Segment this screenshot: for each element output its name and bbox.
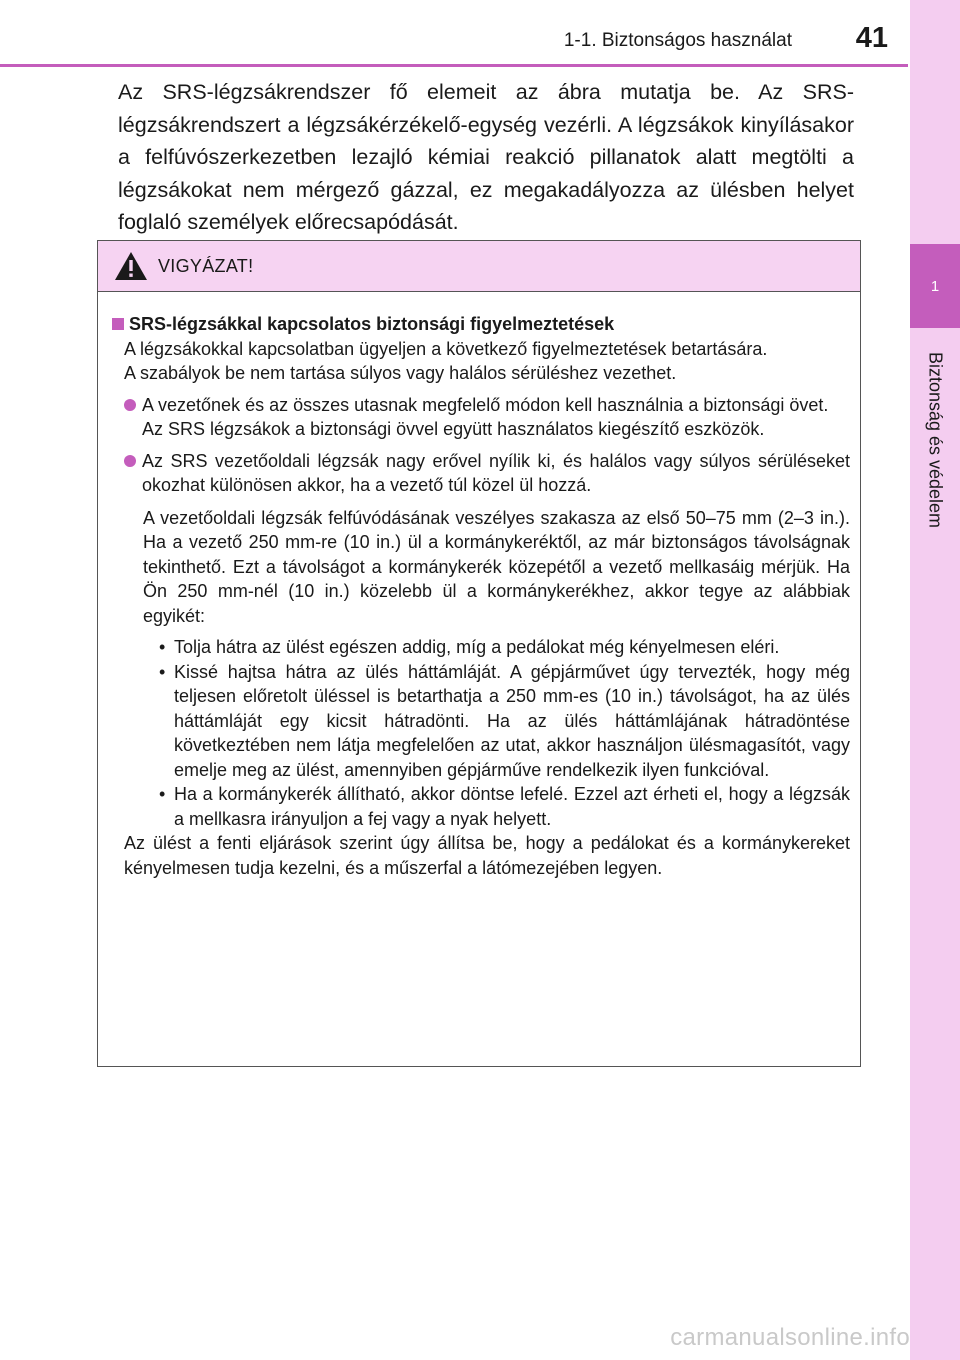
chapter-tab [910, 244, 960, 328]
chapter-number: 1 [930, 277, 940, 295]
sub-item [112, 635, 850, 660]
round-bullet-icon [124, 455, 136, 467]
sub-item [112, 660, 850, 783]
section-heading [112, 312, 850, 337]
intro-paragraph: Az SRS-légzsákrendszer fő elemeit az ábra mutatja be. Az SRS-légzsákrendszert a légzsákérzékelő-egység vezérli. A légzsákok kinyílásakor a felfúvószerkezetben lezajló kémiai reakció pillanatok alatt megtölti a légzsákokat nem mérgező gázzal, ez megakadályozza az ülésben helyet foglaló személyek előrecsapódását. [118, 80, 854, 234]
bullet-item [112, 449, 850, 498]
sub-bullet-icon: • [159, 784, 166, 804]
page-number: 41 [855, 22, 888, 54]
sub-item [112, 782, 850, 831]
warning-header [98, 241, 860, 292]
header-rule [0, 64, 908, 67]
closing-paragraph: Az ülést a fenti eljárások szerint úgy állítsa be, hogy a pedálokat és a kormánykereket kényelmesen tudja kezelni, és a műszerfal a látómezejében legyen. [124, 833, 850, 878]
warning-triangle-icon [114, 251, 148, 281]
warning-box [97, 240, 861, 1067]
round-bullet-icon [124, 399, 136, 411]
bullet-item [112, 393, 850, 442]
watermark: carmanualsonline.info [670, 1324, 910, 1351]
sub-item-text: Tolja hátra az ülést egészen addig, míg a pedálokat még kényelmesen eléri. [174, 637, 780, 657]
chapter-title: Biztonság és védelem [925, 351, 946, 529]
square-bullet-icon [112, 318, 124, 330]
section-heading-text: SRS-légzsákkal kapcsolatos biztonsági figyelmeztetések [129, 314, 615, 334]
sub-item-text: Kissé hajtsa hátra az ülés háttámláját. A gépjárművet úgy tervezték, hogy még teljesen előretolt üléssel is betarthatja a 250 mm-es (10 in.) távolságot, ha az ülés háttámláját egy kicsit hátradönti. Ha az ülés háttámlájának hátradöntése következtében nem látja megfelelően az utat, akkor használjon ülésmagasítót, vagy emelje meg az ülést, amennyiben gépjárműve rendelkezik ilyen funkcióval. [174, 661, 850, 780]
warning-label: VIGYÁZAT! [158, 256, 254, 276]
bullet-text: Az SRS vezetőoldali légzsák nagy erővel nyílik ki, és halálos vagy súlyos sérüléseket okozhat különösen akkor, ha a vezető túl közel ül hozzá. [142, 450, 850, 495]
warning-intro-consequence: A szabályok be nem tartása súlyos vagy halálos sérüléshez vezethet. [124, 363, 677, 383]
header-section-title: 1-1. Biztonságos használat [563, 30, 792, 51]
warning-intro: A légzsákokkal kapcsolatban ügyeljen a következő figyelmeztetések betartására. [124, 338, 768, 359]
bullet-text: A vezetőnek és az összes utasnak megfelelő módon kell használnia a biztonsági övet. [142, 394, 829, 415]
sub-item-text: Ha a kormánykerék állítható, akkor döntse lefelé. Ezzel azt érheti el, hogy a légzsák a mellkasra irányuljon a fej vagy a nyak helyett. [174, 784, 850, 829]
side-strip [910, 0, 960, 1360]
sub-bullet-icon: • [159, 661, 166, 682]
bullet-note: Az SRS légzsákok a biztonsági övvel együtt használatos kiegészítő eszközök. [142, 419, 765, 439]
sub-bullet-icon: • [159, 637, 166, 657]
warning-body [98, 292, 860, 880]
bullet-detail: A vezetőoldali légzsák felfúvódásának veszélyes szakasza az első 50–75 mm (2–3 in.). Ha a vezető 250 mm-re (10 in.) ül a kormánykeréktől, az már biztonságos távolságnak tekinthető. Ezt a távolságot a kormánykerék közepétől a vezető mellkasáig mérjük. Ha Ön 250 mm-nél (10 in.) közelebb ül a kormánykerékhez, akkor tegye az alábbiak egyikét: [143, 507, 850, 626]
